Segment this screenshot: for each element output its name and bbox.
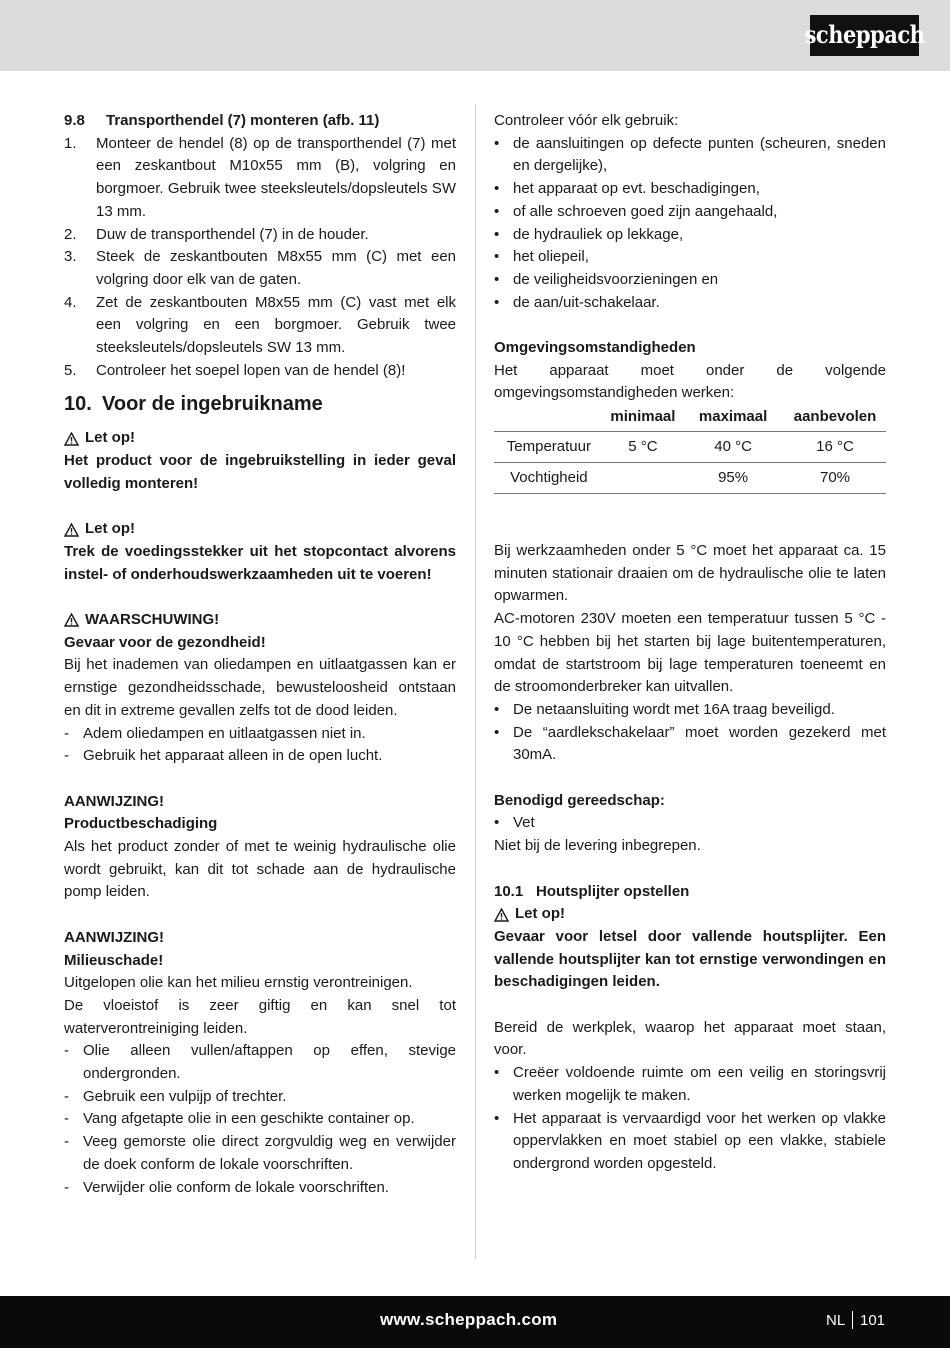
list-item: - Olie alleen vullen/aftappen op effen, stevige ondergronden. — [64, 1042, 456, 1083]
warning-triangle-icon — [494, 908, 509, 922]
list-item: - Vang afgetapte olie in een geschikte container op. — [64, 1110, 415, 1128]
list-item: • het oliepeil, — [494, 248, 589, 266]
page-footer — [0, 1296, 950, 1348]
right-column — [494, 110, 886, 1172]
check-intro: Controleer vóór elk gebruik: — [494, 112, 679, 129]
warning-label: WAARSCHUWING! — [64, 609, 456, 632]
warning-triangle-icon — [64, 523, 79, 537]
warning-triangle-icon — [64, 613, 79, 627]
note-text: De vloeistof is zeer giftig en kan snel tot waterverontreiniging leiden. — [64, 996, 456, 1037]
note-label: AANWIJZING! — [64, 928, 164, 946]
body-text: Bij werkzaamheden onder 5 °C moet het apparaat ca. 15 minuten stationair draaien om de hydraulische olie te laten opwarmen. — [494, 542, 886, 605]
list-item: • de aan/uit-schakelaar. — [494, 293, 660, 311]
warning-text: Gevaar voor letsel door vallende houtsplijter. Een vallende houtsplijter kan tot ernstige verwondingen en beschadigingen leiden. — [494, 927, 886, 991]
list-item: • De netaansluiting wordt met 16A traag beveiligd. — [494, 700, 835, 718]
list-item: 2. Duw de transporthendel (7) in de houder. — [64, 225, 369, 243]
body-text: Bereid de werkplek, waarop het apparaat moet staan, voor. — [494, 1018, 886, 1059]
list-item: 4. Zet de zeskantbouten M8x55 mm (C) vast met elk een volgring en een borgmoer. Gebruik twee steeksleutels/dopsleutels SW 13 mm. — [64, 293, 456, 357]
list-item: • de hydrauliek op lekkage, — [494, 225, 684, 243]
warning-text: Het product voor de ingebruikstelling in ieder geval volledig monteren! — [64, 452, 456, 492]
list-item: - Gebruik het apparaat alleen in de open lucht. — [64, 747, 383, 765]
page-number: 101 — [860, 1312, 886, 1329]
list-item: • de aansluitingen op defecte punten (scheuren, sneden en dergelijke), — [494, 134, 886, 175]
tools-note: Niet bij de levering inbegrepen. — [494, 837, 701, 855]
list-item: 5. Controleer het soepel lopen van de hendel (8)! — [64, 361, 406, 379]
list-item: 1. Monteer de hendel (8) op de transporthendel (7) met een zeskantbout M10x55 mm (B), volgring en borgmoer. Gebruik twee steeksleutels/dopsleutels SW 13 mm. — [64, 134, 456, 220]
note-text: Uitgelopen olie kan het milieu ernstig verontreinigen. — [64, 974, 413, 992]
warning-triangle-icon — [64, 432, 79, 446]
list-item: • Het apparaat is vervaardigd voor het werken op vlakke oppervlakken en moet stabiel op een vlakke, stabiele ondergrond worden opgesteld. — [494, 1109, 886, 1172]
section-heading-10-1: 10.1 Houtsplijter opstellen — [494, 882, 690, 900]
warning-label: Let op! — [64, 518, 456, 541]
list-item: • Vet — [494, 814, 535, 832]
table-header-row: minimaal maximaal aanbevolen — [494, 405, 886, 432]
warning-subtitle: Gevaar voor de gezondheid! — [64, 633, 266, 651]
env-text: Het apparaat moet onder de volgende omgevingsomstandigheden werken: — [494, 361, 886, 402]
tools-title: Benodigd gereedschap: — [494, 791, 665, 809]
list-item: - Adem oliedampen en uitlaatgassen niet in. — [64, 724, 366, 742]
warning-label: Let op! — [494, 903, 886, 926]
footer-separator — [852, 1311, 853, 1329]
footer-url-link[interactable]: www.scheppach.com — [380, 1310, 558, 1329]
column-divider — [475, 104, 476, 1259]
section-heading-10: 10. Voor de ingebruikname — [64, 393, 323, 416]
list-item: • de veiligheidsvoorzieningen en — [494, 270, 719, 288]
body-text: AC-motoren 230V moeten een temperatuur tussen 5 °C - 10 °C hebben bij het starten bij lage buitentemperaturen, omdat de startstroom bij lage temperaturen toeneemt en de stroomonderbreker kan uitvallen. — [494, 610, 886, 696]
note-subtitle: Milieuschade! — [64, 951, 164, 969]
table-row: Temperatuur 5 °C 40 °C 16 °C — [494, 432, 886, 463]
note-subtitle: Productbeschadiging — [64, 815, 218, 833]
note-text: Als het product zonder of met te weinig hydraulische olie wordt gebruikt, kan dit tot schade aan de hydraulische pomp leiden. — [64, 838, 456, 901]
list-item: 3. Steek de zeskantbouten M8x55 mm (C) met een volgring door elk van de gaten. — [64, 248, 456, 288]
warning-label: Let op! — [64, 427, 456, 450]
left-column — [64, 110, 456, 1199]
list-item: • of alle schroeven goed zijn aangehaald, — [494, 202, 778, 220]
list-item: • De “aardlekschakelaar” moet worden gezekerd met 30mA. — [494, 723, 886, 764]
list-item: - Gebruik een vulpijp of trechter. — [64, 1087, 287, 1105]
footer-language: NL — [826, 1312, 846, 1329]
list-item: • Creëer voldoende ruimte om een veilig en storingsvrij werken mogelijk te maken. — [494, 1064, 886, 1104]
environment-table — [494, 405, 886, 493]
list-item: - Verwijder olie conform de lokale voorschriften. — [64, 1178, 389, 1196]
list-item: - Veeg gemorste olie direct zorgvuldig weg en verwijder de doek conform de lokale voorschriften. — [64, 1133, 456, 1173]
warning-text: Trek de voedingsstekker uit het stopcontact alvorens instel- of onderhoudswerkzaamheden uit te voeren! — [64, 542, 456, 583]
page-header — [0, 0, 950, 71]
env-title: Omgevingsomstandigheden — [494, 339, 696, 357]
section-heading-9-8: 9.8 Transporthendel (7) monteren (afb. 11) — [64, 112, 380, 129]
table-row: Vochtigheid 95% 70% — [494, 462, 886, 493]
warning-text: Bij het inademen van oliedampen en uitlaatgassen kan er ernstige gezondheidsschade, bewusteloosheid ontstaan en dit in extreme gevallen zelfs tot de dood leiden. — [64, 656, 456, 719]
list-item: • het apparaat op evt. beschadigingen, — [494, 180, 760, 198]
brand-logo: scheppach — [810, 15, 919, 56]
note-label: AANWIJZING! — [64, 792, 164, 810]
